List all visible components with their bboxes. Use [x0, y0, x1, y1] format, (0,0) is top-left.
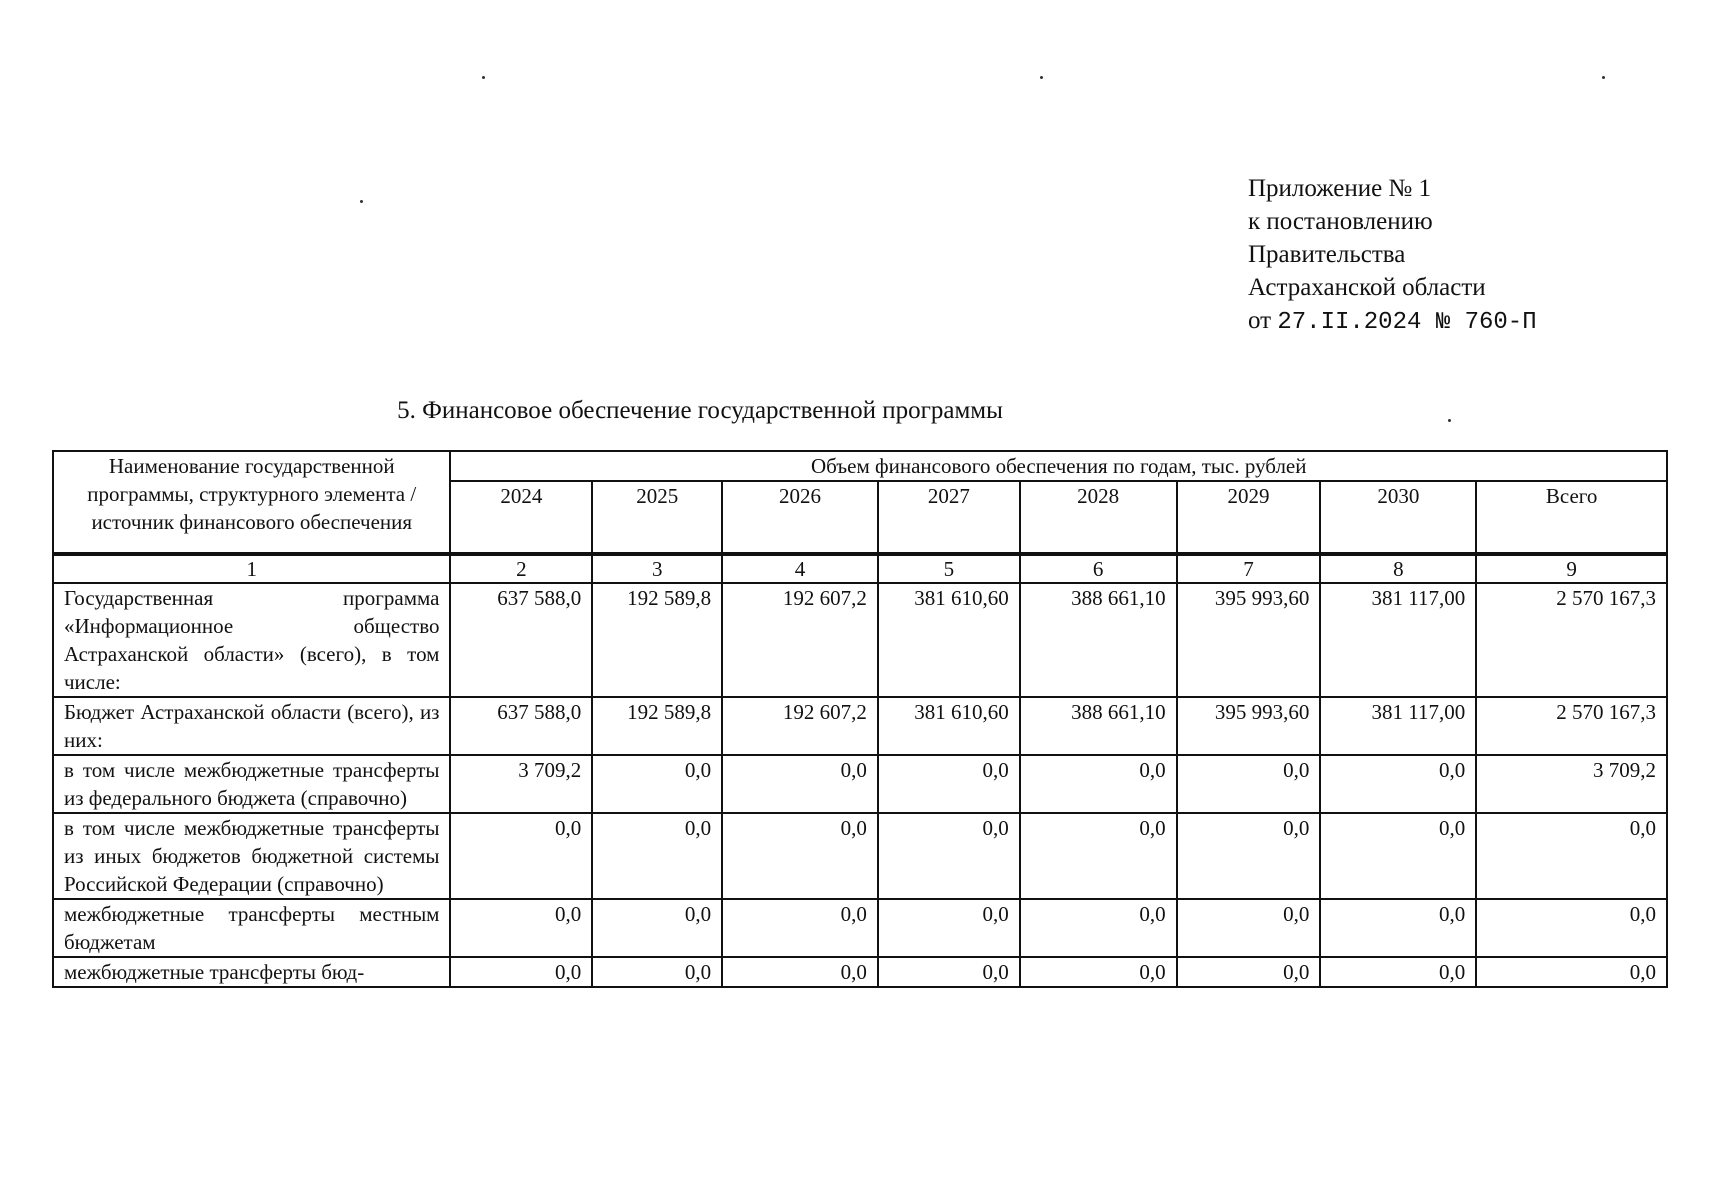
row-value: 0,0: [1476, 957, 1667, 987]
row-value: 0,0: [1177, 899, 1321, 957]
row-value: 0,0: [1177, 755, 1321, 813]
row-value: 381 610,60: [878, 583, 1020, 697]
date-value: 27.II.2024 № 760-П: [1277, 309, 1537, 336]
header-year: 2026: [722, 481, 878, 554]
row-value: 3 709,2: [450, 755, 592, 813]
row-value: 0,0: [1476, 899, 1667, 957]
column-number: 9: [1476, 554, 1667, 583]
row-value: 0,0: [592, 813, 722, 899]
column-number: 6: [1020, 554, 1177, 583]
row-value: 192 607,2: [722, 583, 878, 697]
row-value: 192 607,2: [722, 697, 878, 755]
row-value: 0,0: [1020, 957, 1177, 987]
appendix-date: [1248, 304, 1537, 339]
row-value: 0,0: [592, 899, 722, 957]
row-value: 2 570 167,3: [1476, 697, 1667, 755]
table-row: [53, 697, 1667, 755]
scan-speck: [360, 200, 363, 203]
row-value: 0,0: [878, 899, 1020, 957]
header-year: 2025: [592, 481, 722, 554]
header-year: 2028: [1020, 481, 1177, 554]
column-number: 1: [53, 554, 450, 583]
row-name: Государственная программа «Информационное общество Астраханской области» (всего), в том числе:: [53, 583, 450, 697]
row-value: 0,0: [450, 957, 592, 987]
row-value: 0,0: [722, 813, 878, 899]
row-value: 0,0: [1020, 813, 1177, 899]
scan-speck: [1040, 76, 1043, 79]
row-value: 381 117,00: [1320, 583, 1476, 697]
row-value: 0,0: [1320, 899, 1476, 957]
appendix-block: [1248, 172, 1537, 339]
row-value: 0,0: [592, 957, 722, 987]
row-value: 0,0: [878, 957, 1020, 987]
column-number: 2: [450, 554, 592, 583]
scan-speck: [1448, 419, 1451, 422]
appendix-line: Приложение № 1: [1248, 175, 1432, 202]
scan-speck: [482, 76, 485, 79]
column-number: 8: [1320, 554, 1476, 583]
row-value: 0,0: [1320, 755, 1476, 813]
row-name: Бюджет Астраханской области (всего), из них:: [53, 697, 450, 755]
header-group: Объем финансового обеспечения по годам, тыс. рублей: [450, 451, 1667, 481]
row-name: в том числе межбюджетные трансферты из федерального бюджета (справочно): [53, 755, 450, 813]
row-name: межбюджетные трансферты бюд-: [53, 957, 450, 987]
row-value: 0,0: [1320, 957, 1476, 987]
table-row: [53, 957, 1667, 987]
appendix-line: Правительства: [1248, 241, 1406, 268]
header-year: Всего: [1476, 481, 1667, 554]
header-year: 2029: [1177, 481, 1321, 554]
row-value: 637 588,0: [450, 583, 592, 697]
row-value: 0,0: [592, 755, 722, 813]
row-value: 0,0: [1177, 813, 1321, 899]
row-value: 0,0: [450, 899, 592, 957]
row-value: 3 709,2: [1476, 755, 1667, 813]
row-value: 0,0: [722, 957, 878, 987]
table-row: [53, 755, 1667, 813]
column-number: 7: [1177, 554, 1321, 583]
row-value: 2 570 167,3: [1476, 583, 1667, 697]
row-value: 0,0: [1020, 899, 1177, 957]
header-name: Наименование государственной программы, структурного элемента / источник финансового обеспечения: [53, 451, 450, 554]
financing-table: [52, 450, 1668, 988]
row-value: 0,0: [722, 755, 878, 813]
section-title: 5. Финансовое обеспечение государственной программы: [397, 397, 1003, 424]
header-year: 2024: [450, 481, 592, 554]
row-name: в том числе межбюджетные трансферты из иных бюджетов бюджетной системы Российской Федерации (справочно): [53, 813, 450, 899]
row-value: 395 993,60: [1177, 697, 1321, 755]
header-year: 2030: [1320, 481, 1476, 554]
table-row: [53, 899, 1667, 957]
row-value: 0,0: [722, 899, 878, 957]
row-value: 395 993,60: [1177, 583, 1321, 697]
row-value: 0,0: [1177, 957, 1321, 987]
row-value: 0,0: [878, 813, 1020, 899]
row-value: 0,0: [1476, 813, 1667, 899]
column-number: 4: [722, 554, 878, 583]
row-value: 192 589,8: [592, 697, 722, 755]
column-number: 3: [592, 554, 722, 583]
row-value: 637 588,0: [450, 697, 592, 755]
appendix-line: к постановлению: [1248, 208, 1433, 235]
table-row: [53, 583, 1667, 697]
scan-speck: [1602, 76, 1605, 79]
row-value: 388 661,10: [1020, 583, 1177, 697]
table-row: [53, 813, 1667, 899]
column-number: 5: [878, 554, 1020, 583]
header-year: 2027: [878, 481, 1020, 554]
row-name: межбюджетные трансферты местным бюджетам: [53, 899, 450, 957]
row-value: 0,0: [878, 755, 1020, 813]
column-numbers-row: [53, 554, 1667, 583]
row-value: 0,0: [450, 813, 592, 899]
row-value: 381 610,60: [878, 697, 1020, 755]
appendix-line: Астраханской области: [1248, 274, 1486, 301]
row-value: 388 661,10: [1020, 697, 1177, 755]
row-value: 192 589,8: [592, 583, 722, 697]
row-value: 381 117,00: [1320, 697, 1476, 755]
date-prefix: от: [1248, 307, 1272, 334]
row-value: 0,0: [1020, 755, 1177, 813]
row-value: 0,0: [1320, 813, 1476, 899]
